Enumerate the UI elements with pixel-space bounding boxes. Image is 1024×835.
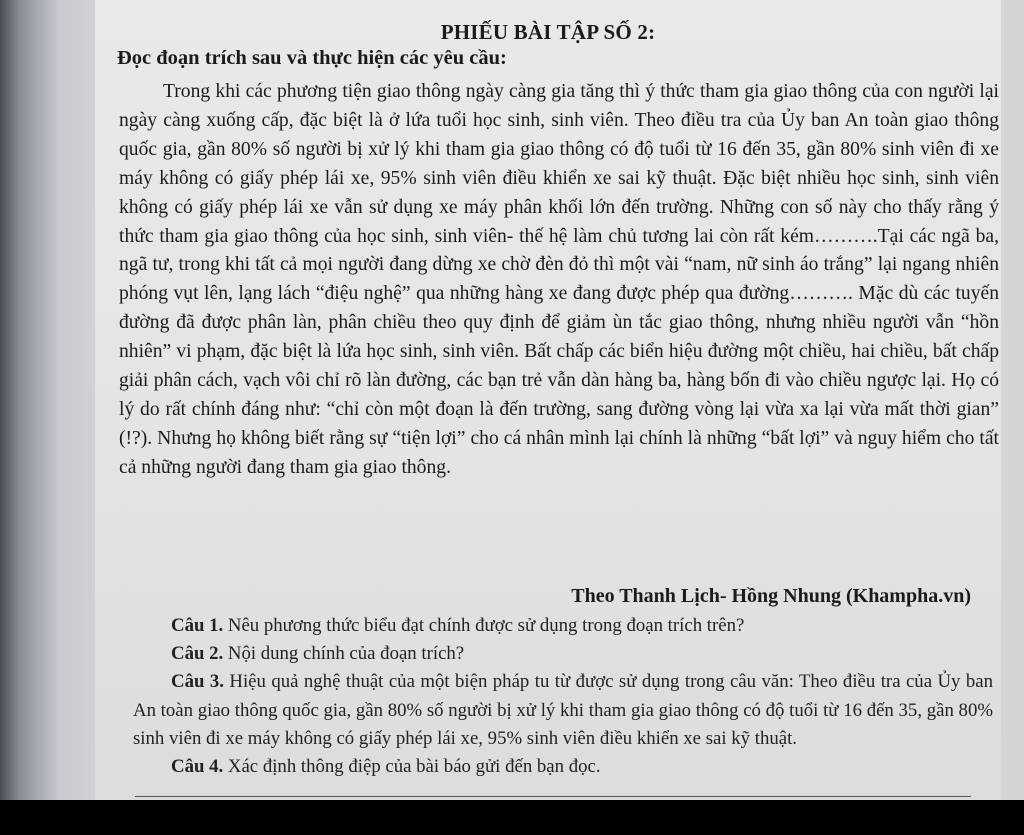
document-page <box>95 0 1001 800</box>
question-item <box>133 753 993 781</box>
question-text: Nêu phương thức biểu đạt chính được sử dụng trong đoạn trích trên? <box>223 615 745 636</box>
source-citation: Theo Thanh Lịch- Hồng Nhung (Khampha.vn) <box>571 585 971 607</box>
question-list <box>133 612 993 781</box>
monitor-bezel <box>0 800 1024 835</box>
worksheet-title: PHIẾU BÀI TẬP SỐ 2: <box>440 20 656 44</box>
reading-passage: Trong khi các phương tiện giao thông ngày càng gia tăng thì ý thức tham gia giao thông của con người lại ngày càng xuống cấp, đặc biệt là ở lứa tuổi học sinh, sinh viên. Theo điều tra của Ủy ban An toàn giao thông quốc gia, gần 80% số người bị xử lý khi tham gia giao thông có độ tuổi từ 16 đến 35, gần 80% sinh viên đi xe máy không có giấy phép lái xe, 95% sinh viên điều khiển xe sai kỹ thuật. Đặc biệt nhiều học sinh, sinh viên không có giấy phép lái xe vẫn sử dụng xe máy phân khối lớn đến trường. Những con số này cho thấy rằng ý thức tham gia giao thông của học sinh, sinh viên- thế hệ làm chủ tương lai còn rất kém……….Tại các ngã ba, ngã tư, trong khi tất cả mọi người đang dừng xe chờ đèn đỏ thì một vài “nam, nữ sinh áo trắng” lại ngang nhiên phóng vụt lên, lạng lách “điệu nghệ” qua những hàng xe đang được phép qua đường………. Mặc dù các tuyến đường đã được phân làn, phân chiều theo quy định để giảm ùn tắc giao thông, nhưng nhiều người vẫn “hồn nhiên” vi phạm, đặc biệt là lứa học sinh, sinh viên. Bất chấp các biển hiệu đường một chiều, hai chiều, bất chấp giải phân cách, vạch vôi chỉ rõ làn đường, các bạn trẻ vẫn dàn hàng ba, hàng bốn đi vào chiều ngược lại. Họ có lý do rất chính đáng như: “chỉ còn một đoạn là đến trường, sang đường vòng lại vừa xa lại vừa mất thời gian” (!?). Nhưng họ không biết rằng sự “tiện lợi” cho cá nhân mình lại chính là những “bất lợi” và nguy hiểm cho tất cả những người đang tham gia giao thông. <box>119 81 999 478</box>
instruction-heading: Đọc đoạn trích sau và thực hiện các yêu cầu: <box>117 47 507 69</box>
question-item <box>133 668 993 753</box>
divider-line <box>135 796 971 797</box>
question-text: Xác định thông điệp của bài báo gửi đến bạn đọc. <box>223 756 601 778</box>
question-number: Câu 4. <box>171 756 224 778</box>
question-number: Câu 3. <box>171 671 224 693</box>
question-item <box>133 640 993 668</box>
question-item <box>133 612 993 640</box>
question-number: Câu 1. <box>171 615 224 636</box>
question-text: Nội dung chính của đoạn trích? <box>223 643 465 665</box>
question-text: Hiệu quả nghệ thuật của một biện pháp tu từ được sử dụng trong câu văn: Theo điều tra của Ủy ban An toàn giao thông quốc gia, gần 80% số người bị xử lý khi tham gia giao thông có độ tuổi từ 16 đến 35, gần 80% sinh viên đi xe máy không có giấy phép lái xe, 95% sinh viên điều khiển xe sai kỹ thuật. <box>133 671 993 749</box>
question-number: Câu 2. <box>171 643 224 665</box>
